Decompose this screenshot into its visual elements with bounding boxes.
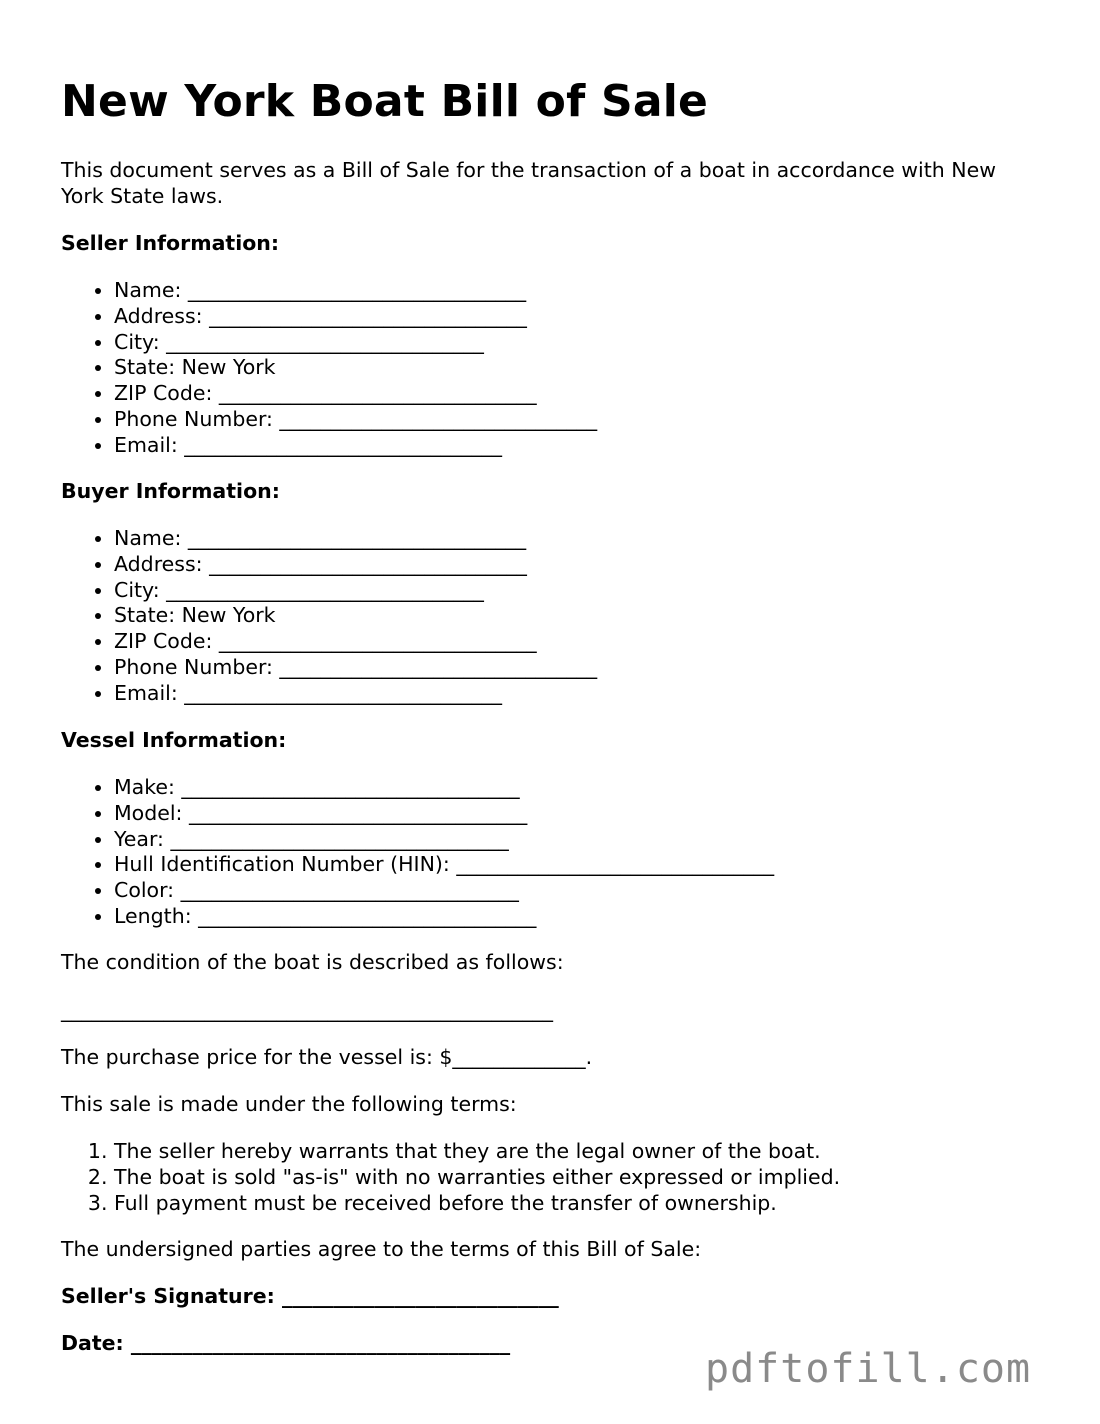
date-field[interactable]: Date: _____________________________________ — [61, 1331, 511, 1355]
vessel-hin-field[interactable]: • Hull Identification Number (HIN): _______________________________ — [114, 852, 774, 878]
terms-list — [61, 1139, 840, 1216]
condition-text: The condition of the boat is described as follows: — [61, 950, 564, 974]
terms-intro: This sale is made under the following terms: — [61, 1092, 517, 1116]
buyer-email-field[interactable]: • Email: _______________________________ — [114, 681, 597, 707]
seller-state-field: • State: New York — [114, 355, 597, 381]
vessel-heading: Vessel Information: — [61, 728, 287, 752]
vessel-model-field[interactable]: • Model: _________________________________ — [114, 801, 774, 827]
agreement-text: The undersigned parties agree to the terms of this Bill of Sale: — [61, 1237, 702, 1261]
buyer-address-field[interactable]: • Address: _______________________________ — [114, 552, 597, 578]
buyer-name-field[interactable]: • Name: _________________________________ — [114, 526, 597, 552]
buyer-state-field: • State: New York — [114, 603, 597, 629]
seller-city-field[interactable]: • City: _______________________________ — [114, 330, 597, 356]
buyer-fields-list — [61, 526, 597, 707]
seller-name-field[interactable]: • Name: _________________________________ — [114, 278, 597, 304]
vessel-fields-list — [61, 775, 774, 930]
watermark: pdftofill.com — [705, 1346, 1032, 1392]
vessel-year-field[interactable]: • Year: _________________________________ — [114, 827, 774, 853]
term-item: 1. The seller hereby warrants that they are the legal owner of the boat. — [114, 1139, 840, 1165]
seller-signature-field[interactable]: Seller's Signature: ___________________________ — [61, 1284, 559, 1308]
condition-field[interactable]: ________________________________________________ — [61, 998, 553, 1022]
term-item: 3. Full payment must be received before the transfer of ownership. — [114, 1191, 840, 1217]
purchase-price-field[interactable]: The purchase price for the vessel is: $_____________. — [61, 1045, 593, 1069]
vessel-length-field[interactable]: • Length: _________________________________ — [114, 904, 774, 930]
buyer-city-field[interactable]: • City: _______________________________ — [114, 578, 597, 604]
vessel-make-field[interactable]: • Make: _________________________________ — [114, 775, 774, 801]
seller-email-field[interactable]: • Email: _______________________________ — [114, 433, 597, 459]
seller-zip-field[interactable]: • ZIP Code: _______________________________ — [114, 381, 597, 407]
buyer-heading: Buyer Information: — [61, 479, 280, 503]
buyer-zip-field[interactable]: • ZIP Code: _______________________________ — [114, 629, 597, 655]
seller-phone-field[interactable]: • Phone Number: _______________________________ — [114, 407, 597, 433]
term-item: 2. The boat is sold "as-is" with no warranties either expressed or implied. — [114, 1165, 840, 1191]
seller-address-field[interactable]: • Address: _______________________________ — [114, 304, 597, 330]
seller-heading: Seller Information: — [61, 231, 280, 255]
vessel-color-field[interactable]: • Color: _________________________________ — [114, 878, 774, 904]
document-title: New York Boat Bill of Sale — [61, 76, 709, 127]
buyer-phone-field[interactable]: • Phone Number: _______________________________ — [114, 655, 597, 681]
intro-paragraph: This document serves as a Bill of Sale for the transaction of a boat in accordance with New York State laws. — [61, 158, 997, 208]
seller-fields-list — [61, 278, 597, 459]
